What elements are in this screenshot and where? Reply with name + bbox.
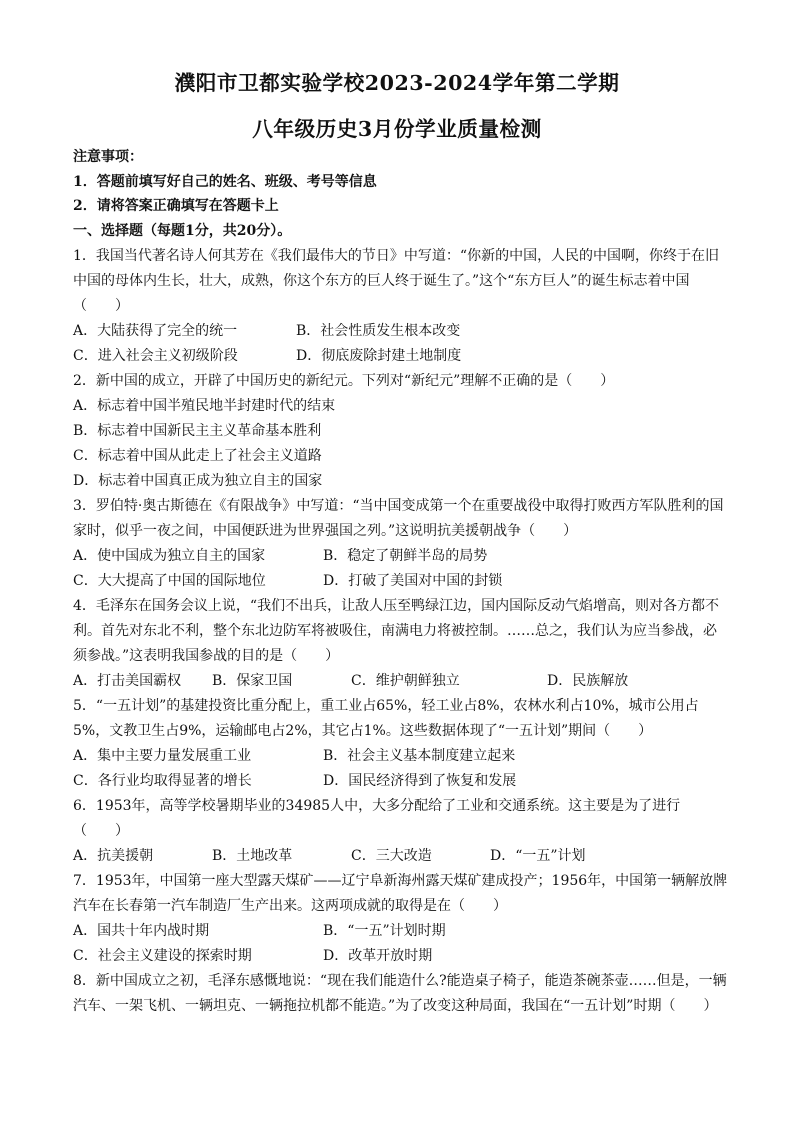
question-5-text: 5．“一五计划”的基建投资比重分配上，重工业占65%，轻工业占8%，农林水利占10%，城市公用占 xyxy=(73,698,699,714)
notes-item: 2．请将答案正确填写在答题卡上 xyxy=(73,198,279,214)
question-7-option-d: D．改革开放时期 xyxy=(323,948,433,964)
question-3-text: 3．罗伯特·奥古斯德在《有限战争》中写道：“当中国变成第一个在重要战役中取得打败西方军队胜利的国 xyxy=(73,498,724,514)
question-3-option-b: B．稳定了朝鲜半岛的局势 xyxy=(323,548,488,564)
question-4-option-b: B．保家卫国 xyxy=(212,673,293,689)
question-5-option-a: A．集中主要力量发展重工业 xyxy=(73,748,252,764)
question-7-option-a: A．国共十年内战时期 xyxy=(73,923,210,939)
question-1-text: 中国的母体内生长，壮大，成熟，你这个东方的巨人终于诞生了。”这个“东方巨人”的诞生标志着中国 xyxy=(73,273,690,289)
question-6-option-b: B．土地改革 xyxy=(212,848,293,864)
question-2-option-d: D．标志着中国真正成为独立自主的国家 xyxy=(73,473,323,489)
question-5-option-d: D．国民经济得到了恢复和发展 xyxy=(323,773,517,789)
question-5-option-c: C．各行业均取得显著的增长 xyxy=(73,773,252,789)
question-3-option-c: C．大大提高了中国的国际地位 xyxy=(73,573,266,589)
question-4-option-c: C．维护朝鲜独立 xyxy=(351,673,460,689)
exam-title-line2: 八年级历史3月份学业质量检测 xyxy=(252,117,542,141)
question-4-text: 须参战。”这表明我国参战的目的是（ ） xyxy=(73,648,340,664)
question-1-answer-blank: （ ） xyxy=(73,298,129,314)
question-5-option-b: B．社会主义基本制度建立起来 xyxy=(323,748,516,764)
question-8-text: 汽车、一架飞机、一辆坦克、一辆拖拉机都不能造。”为了改变这种局面，我国在“一五计划”时期（ ） xyxy=(73,998,718,1014)
question-6-text: 6．1953年，高等学校暑期毕业的34985人中，大多分配给了工业和交通系统。这主要是为了进行 xyxy=(73,798,681,814)
question-3-option-a: A．使中国成为独立自主的国家 xyxy=(73,548,266,564)
question-2-option-a: A．标志着中国半殖民地半封建时代的结束 xyxy=(73,398,336,414)
question-4-text: 4．毛泽东在国务会议上说，“我们不出兵，让敌人压至鸭绿江边，国内国际反动气焰增高，则对各方都不 xyxy=(73,598,720,614)
question-6-option-a: A．抗美援朝 xyxy=(73,848,154,864)
question-5-text: 5%，文教卫生占9%，运输邮电占2%，其它占1%。这些数据体现了“一五计划”期间（ ） xyxy=(73,723,653,739)
question-1-option-d: D．彻底废除封建土地制度 xyxy=(296,348,462,364)
question-4-text: 利。首先对东北不利，整个东北边防军将被吸住，南满电力将被控制。……总之，我们认为应当参战，必 xyxy=(73,623,717,639)
question-6-answer-blank: （ ） xyxy=(73,823,129,839)
question-7-option-c: C．社会主义建设的探索时期 xyxy=(73,948,252,964)
notes-item: 1．答题前填写好自己的姓名、班级、考号等信息 xyxy=(73,174,377,190)
question-4-option-a: A．打击美国霸权 xyxy=(73,673,182,689)
question-1-text: 1．我国当代著名诗人何其芳在《我们最伟大的节日》中写道：“你新的中国，人民的中国啊，你终于在旧 xyxy=(73,248,720,264)
question-1-option-b: B．社会性质发生根本改变 xyxy=(296,323,461,339)
question-2-option-c: C．标志着中国从此走上了社会主义道路 xyxy=(73,448,322,464)
question-7-text: 7．1953年，中国第一座大型露天煤矿——辽宁阜新海州露天煤矿建成投产；1956年，中国第一辆解放牌 xyxy=(73,873,728,889)
question-2-text: 2．新中国的成立，开辟了中国历史的新纪元。下列对“新纪元”理解不正确的是（ ） xyxy=(73,373,615,389)
question-6-option-c: C．三大改造 xyxy=(351,848,432,864)
question-1-option-c: C．进入社会主义初级阶段 xyxy=(73,348,238,364)
question-3-option-d: D．打破了美国对中国的封锁 xyxy=(323,573,503,589)
question-2-option-b: B．标志着中国新民主主义革命基本胜利 xyxy=(73,423,322,439)
question-7-text: 汽车在长春第一汽车制造厂生产出来。这两项成就的取得是在（ ） xyxy=(73,898,507,914)
section-heading: 一、选择题（每题1分，共20分）。 xyxy=(73,223,292,239)
question-7-option-b: B．“一五”计划时期 xyxy=(323,923,446,939)
exam-title-line1: 濮阳市卫都实验学校2023-2024学年第二学期 xyxy=(174,71,620,95)
notes-heading: 注意事项： xyxy=(73,149,143,165)
question-1-option-a: A．大陆获得了完全的统一 xyxy=(73,323,238,339)
question-6-option-d: D．“一五”计划 xyxy=(490,848,586,864)
question-4-option-d: D．民族解放 xyxy=(547,673,629,689)
question-3-text: 家时，似乎一夜之间，中国便跃进为世界强国之列。”这说明抗美援朝战争（ ） xyxy=(73,523,578,539)
question-8-text: 8．新中国成立之初，毛泽东感慨地说：“现在我们能造什么?能造桌子椅子，能造茶碗茶壶……但是，一辆 xyxy=(73,973,727,989)
